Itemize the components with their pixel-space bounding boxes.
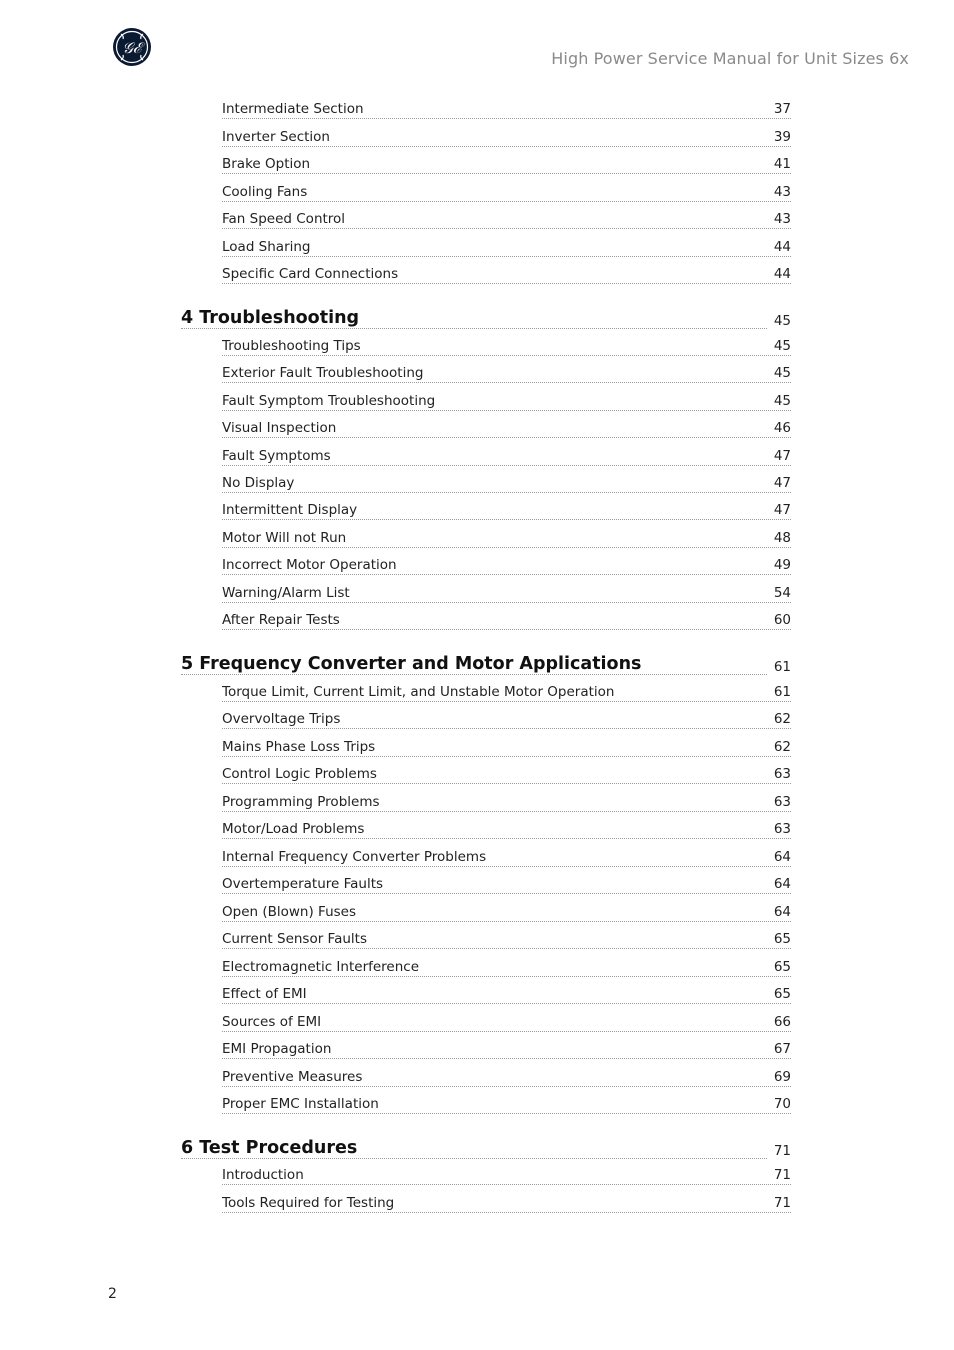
toc-chapter-entry[interactable] bbox=[181, 1133, 791, 1159]
toc-entry[interactable] bbox=[222, 152, 791, 174]
toc-entry-label: Load Sharing bbox=[222, 239, 317, 255]
toc-entry[interactable] bbox=[222, 872, 791, 894]
toc-entry[interactable] bbox=[222, 581, 791, 603]
dot-leader bbox=[222, 410, 791, 411]
toc-entry-page: 45 bbox=[768, 393, 791, 409]
toc-entry-label: Intermittent Display bbox=[222, 502, 363, 518]
toc-entry-label: Open (Blown) Fuses bbox=[222, 904, 362, 920]
toc-entry[interactable] bbox=[222, 680, 791, 702]
toc-entry-label: 5 Frequency Converter and Motor Applications bbox=[181, 654, 647, 674]
toc-entry-label: Current Sensor Faults bbox=[222, 931, 373, 947]
toc-entry-label: Fault Symptom Troubleshooting bbox=[222, 393, 441, 409]
toc-entry-label: After Repair Tests bbox=[222, 612, 346, 628]
dot-leader bbox=[222, 783, 791, 784]
toc-entry-label: No Display bbox=[222, 475, 300, 491]
toc-entry-page: 66 bbox=[768, 1014, 791, 1030]
toc-entry-label: 4 Troubleshooting bbox=[181, 308, 365, 328]
toc-entry[interactable] bbox=[222, 982, 791, 1004]
dot-leader bbox=[222, 228, 791, 229]
dot-leader bbox=[222, 355, 791, 356]
toc-entry-page: 64 bbox=[768, 904, 791, 920]
toc-entry-page: 71 bbox=[768, 1143, 791, 1159]
toc-entry-label: Exterior Fault Troubleshooting bbox=[222, 365, 429, 381]
toc-entry[interactable] bbox=[222, 1010, 791, 1032]
toc-entry-page: 65 bbox=[768, 931, 791, 947]
toc-entry[interactable] bbox=[222, 790, 791, 812]
toc-entry[interactable] bbox=[222, 389, 791, 411]
toc-entry-label: Inverter Section bbox=[222, 129, 336, 145]
toc-entry-page: 49 bbox=[768, 557, 791, 573]
toc-entry[interactable] bbox=[222, 707, 791, 729]
toc-entry-page: 64 bbox=[768, 849, 791, 865]
toc-entry-page: 45 bbox=[768, 313, 791, 329]
dot-leader bbox=[181, 328, 791, 329]
dot-leader bbox=[222, 146, 791, 147]
toc-entry[interactable] bbox=[222, 97, 791, 119]
dot-leader bbox=[222, 629, 791, 630]
toc-entry[interactable] bbox=[222, 125, 791, 147]
toc-entry-label: Introduction bbox=[222, 1167, 310, 1183]
toc-entry-label: Mains Phase Loss Trips bbox=[222, 739, 381, 755]
toc-entry[interactable] bbox=[222, 900, 791, 922]
dot-leader bbox=[222, 1086, 791, 1087]
toc-entry-page: 47 bbox=[768, 502, 791, 518]
toc-entry[interactable] bbox=[222, 1092, 791, 1114]
page-number: 2 bbox=[108, 1286, 117, 1302]
dot-leader bbox=[222, 382, 791, 383]
dot-leader bbox=[222, 1031, 791, 1032]
dot-leader bbox=[222, 811, 791, 812]
toc-entry[interactable] bbox=[222, 262, 791, 284]
dot-leader bbox=[222, 1003, 791, 1004]
dot-leader bbox=[222, 547, 791, 548]
toc-entry-label: Tools Required for Testing bbox=[222, 1195, 400, 1211]
toc-entry-page: 41 bbox=[768, 156, 791, 172]
toc-entry-page: 45 bbox=[768, 338, 791, 354]
dot-leader bbox=[222, 976, 791, 977]
toc-entry-page: 48 bbox=[768, 530, 791, 546]
dot-leader bbox=[222, 574, 791, 575]
toc-entry[interactable] bbox=[222, 735, 791, 757]
toc-entry[interactable] bbox=[222, 845, 791, 867]
toc-entry-label: Cooling Fans bbox=[222, 184, 313, 200]
toc-entry-page: 71 bbox=[768, 1195, 791, 1211]
toc-entry-page: 47 bbox=[768, 475, 791, 491]
toc-entry-page: 37 bbox=[768, 101, 791, 117]
toc-entry-label: Electromagnetic Interference bbox=[222, 959, 425, 975]
dot-leader bbox=[222, 492, 791, 493]
dot-leader bbox=[222, 118, 791, 119]
dot-leader bbox=[222, 465, 791, 466]
toc-entry-label: Motor/Load Problems bbox=[222, 821, 370, 837]
toc-entry-label: Sources of EMI bbox=[222, 1014, 327, 1030]
toc-entry-page: 61 bbox=[768, 659, 791, 675]
dot-leader bbox=[222, 256, 791, 257]
toc-entry-label: 6 Test Procedures bbox=[181, 1138, 363, 1158]
toc-chapter-entry[interactable] bbox=[181, 649, 791, 675]
toc-entry[interactable] bbox=[222, 553, 791, 575]
toc-entry-page: 60 bbox=[768, 612, 791, 628]
toc-entry[interactable] bbox=[222, 955, 791, 977]
dot-leader bbox=[222, 283, 791, 284]
toc-entry[interactable] bbox=[222, 1037, 791, 1059]
toc-entry-label: Visual Inspection bbox=[222, 420, 342, 436]
toc-entry-page: 43 bbox=[768, 211, 791, 227]
toc-entry[interactable] bbox=[222, 1191, 791, 1213]
dot-leader bbox=[222, 173, 791, 174]
toc-entry[interactable] bbox=[222, 817, 791, 839]
toc-entry-label: Troubleshooting Tips bbox=[222, 338, 367, 354]
toc-entry-page: 46 bbox=[768, 420, 791, 436]
dot-leader bbox=[222, 838, 791, 839]
toc-entry[interactable] bbox=[222, 361, 791, 383]
toc-entry-label: Proper EMC Installation bbox=[222, 1096, 385, 1112]
toc-entry-page: 69 bbox=[768, 1069, 791, 1085]
toc-entry-page: 62 bbox=[768, 739, 791, 755]
toc-entry-label: EMI Propagation bbox=[222, 1041, 337, 1057]
toc-entry-label: Incorrect Motor Operation bbox=[222, 557, 403, 573]
toc-entry-label: Internal Frequency Converter Problems bbox=[222, 849, 492, 865]
toc-entry-label: Programming Problems bbox=[222, 794, 386, 810]
dot-leader bbox=[181, 1158, 791, 1159]
toc-entry[interactable] bbox=[222, 1065, 791, 1087]
dot-leader bbox=[222, 921, 791, 922]
toc-entry-page: 62 bbox=[768, 711, 791, 727]
toc-entry[interactable] bbox=[222, 444, 791, 466]
toc-entry-page: 71 bbox=[768, 1167, 791, 1183]
toc-entry[interactable] bbox=[222, 416, 791, 438]
dot-leader bbox=[222, 437, 791, 438]
toc-chapter-entry[interactable] bbox=[181, 303, 791, 329]
toc-entry-page: 43 bbox=[768, 184, 791, 200]
toc-entry-label: Overtemperature Faults bbox=[222, 876, 389, 892]
toc-entry-page: 63 bbox=[768, 766, 791, 782]
toc-entry-label: Intermediate Section bbox=[222, 101, 370, 117]
toc-entry-label: Effect of EMI bbox=[222, 986, 313, 1002]
toc-entry-page: 44 bbox=[768, 266, 791, 282]
dot-leader bbox=[222, 201, 791, 202]
toc-entry[interactable] bbox=[222, 927, 791, 949]
toc-entry[interactable] bbox=[222, 180, 791, 202]
toc-entry[interactable] bbox=[222, 334, 791, 356]
toc-entry[interactable] bbox=[222, 608, 791, 630]
toc-entry-label: Fan Speed Control bbox=[222, 211, 351, 227]
toc-entry[interactable] bbox=[222, 207, 791, 229]
toc-entry-label: Preventive Measures bbox=[222, 1069, 368, 1085]
dot-leader bbox=[222, 728, 791, 729]
dot-leader bbox=[222, 1184, 791, 1185]
dot-leader bbox=[222, 701, 791, 702]
toc-entry-page: 65 bbox=[768, 986, 791, 1002]
toc-entry-page: 65 bbox=[768, 959, 791, 975]
toc-entry-page: 61 bbox=[768, 684, 791, 700]
dot-leader bbox=[222, 756, 791, 757]
toc-entry-page: 63 bbox=[768, 821, 791, 837]
toc-entry-page: 47 bbox=[768, 448, 791, 464]
dot-leader bbox=[222, 1212, 791, 1213]
toc-entry-page: 54 bbox=[768, 585, 791, 601]
toc-entry-page: 70 bbox=[768, 1096, 791, 1112]
toc-entry-label: Warning/Alarm List bbox=[222, 585, 356, 601]
toc-entry-label: Overvoltage Trips bbox=[222, 711, 346, 727]
dot-leader bbox=[222, 893, 791, 894]
toc-entry[interactable] bbox=[222, 762, 791, 784]
svg-text:𝒢ℰ: 𝒢ℰ bbox=[122, 39, 142, 57]
dot-leader bbox=[222, 948, 791, 949]
toc-entry-page: 67 bbox=[768, 1041, 791, 1057]
toc-entry-label: Brake Option bbox=[222, 156, 316, 172]
toc-entry[interactable] bbox=[222, 498, 791, 520]
toc-entry-page: 39 bbox=[768, 129, 791, 145]
toc-entry-page: 63 bbox=[768, 794, 791, 810]
toc-entry-label: Torque Limit, Current Limit, and Unstable Motor Operation bbox=[222, 684, 620, 700]
dot-leader bbox=[222, 1058, 791, 1059]
document-title: High Power Service Manual for Unit Sizes 6x bbox=[551, 49, 909, 68]
dot-leader bbox=[222, 519, 791, 520]
toc-entry-page: 45 bbox=[768, 365, 791, 381]
toc-entry-label: Control Logic Problems bbox=[222, 766, 383, 782]
ge-logo-icon bbox=[112, 27, 152, 67]
toc-entry[interactable] bbox=[222, 1163, 791, 1185]
toc-entry-label: Specific Card Connections bbox=[222, 266, 404, 282]
dot-leader bbox=[181, 674, 791, 675]
dot-leader bbox=[222, 1113, 791, 1114]
toc-entry-page: 44 bbox=[768, 239, 791, 255]
toc-entry-page: 64 bbox=[768, 876, 791, 892]
toc-entry[interactable] bbox=[222, 235, 791, 257]
toc-entry-label: Fault Symptoms bbox=[222, 448, 337, 464]
dot-leader bbox=[222, 866, 791, 867]
dot-leader bbox=[222, 602, 791, 603]
toc-entry[interactable] bbox=[222, 526, 791, 548]
toc-entry-label: Motor Will not Run bbox=[222, 530, 352, 546]
toc-entry[interactable] bbox=[222, 471, 791, 493]
